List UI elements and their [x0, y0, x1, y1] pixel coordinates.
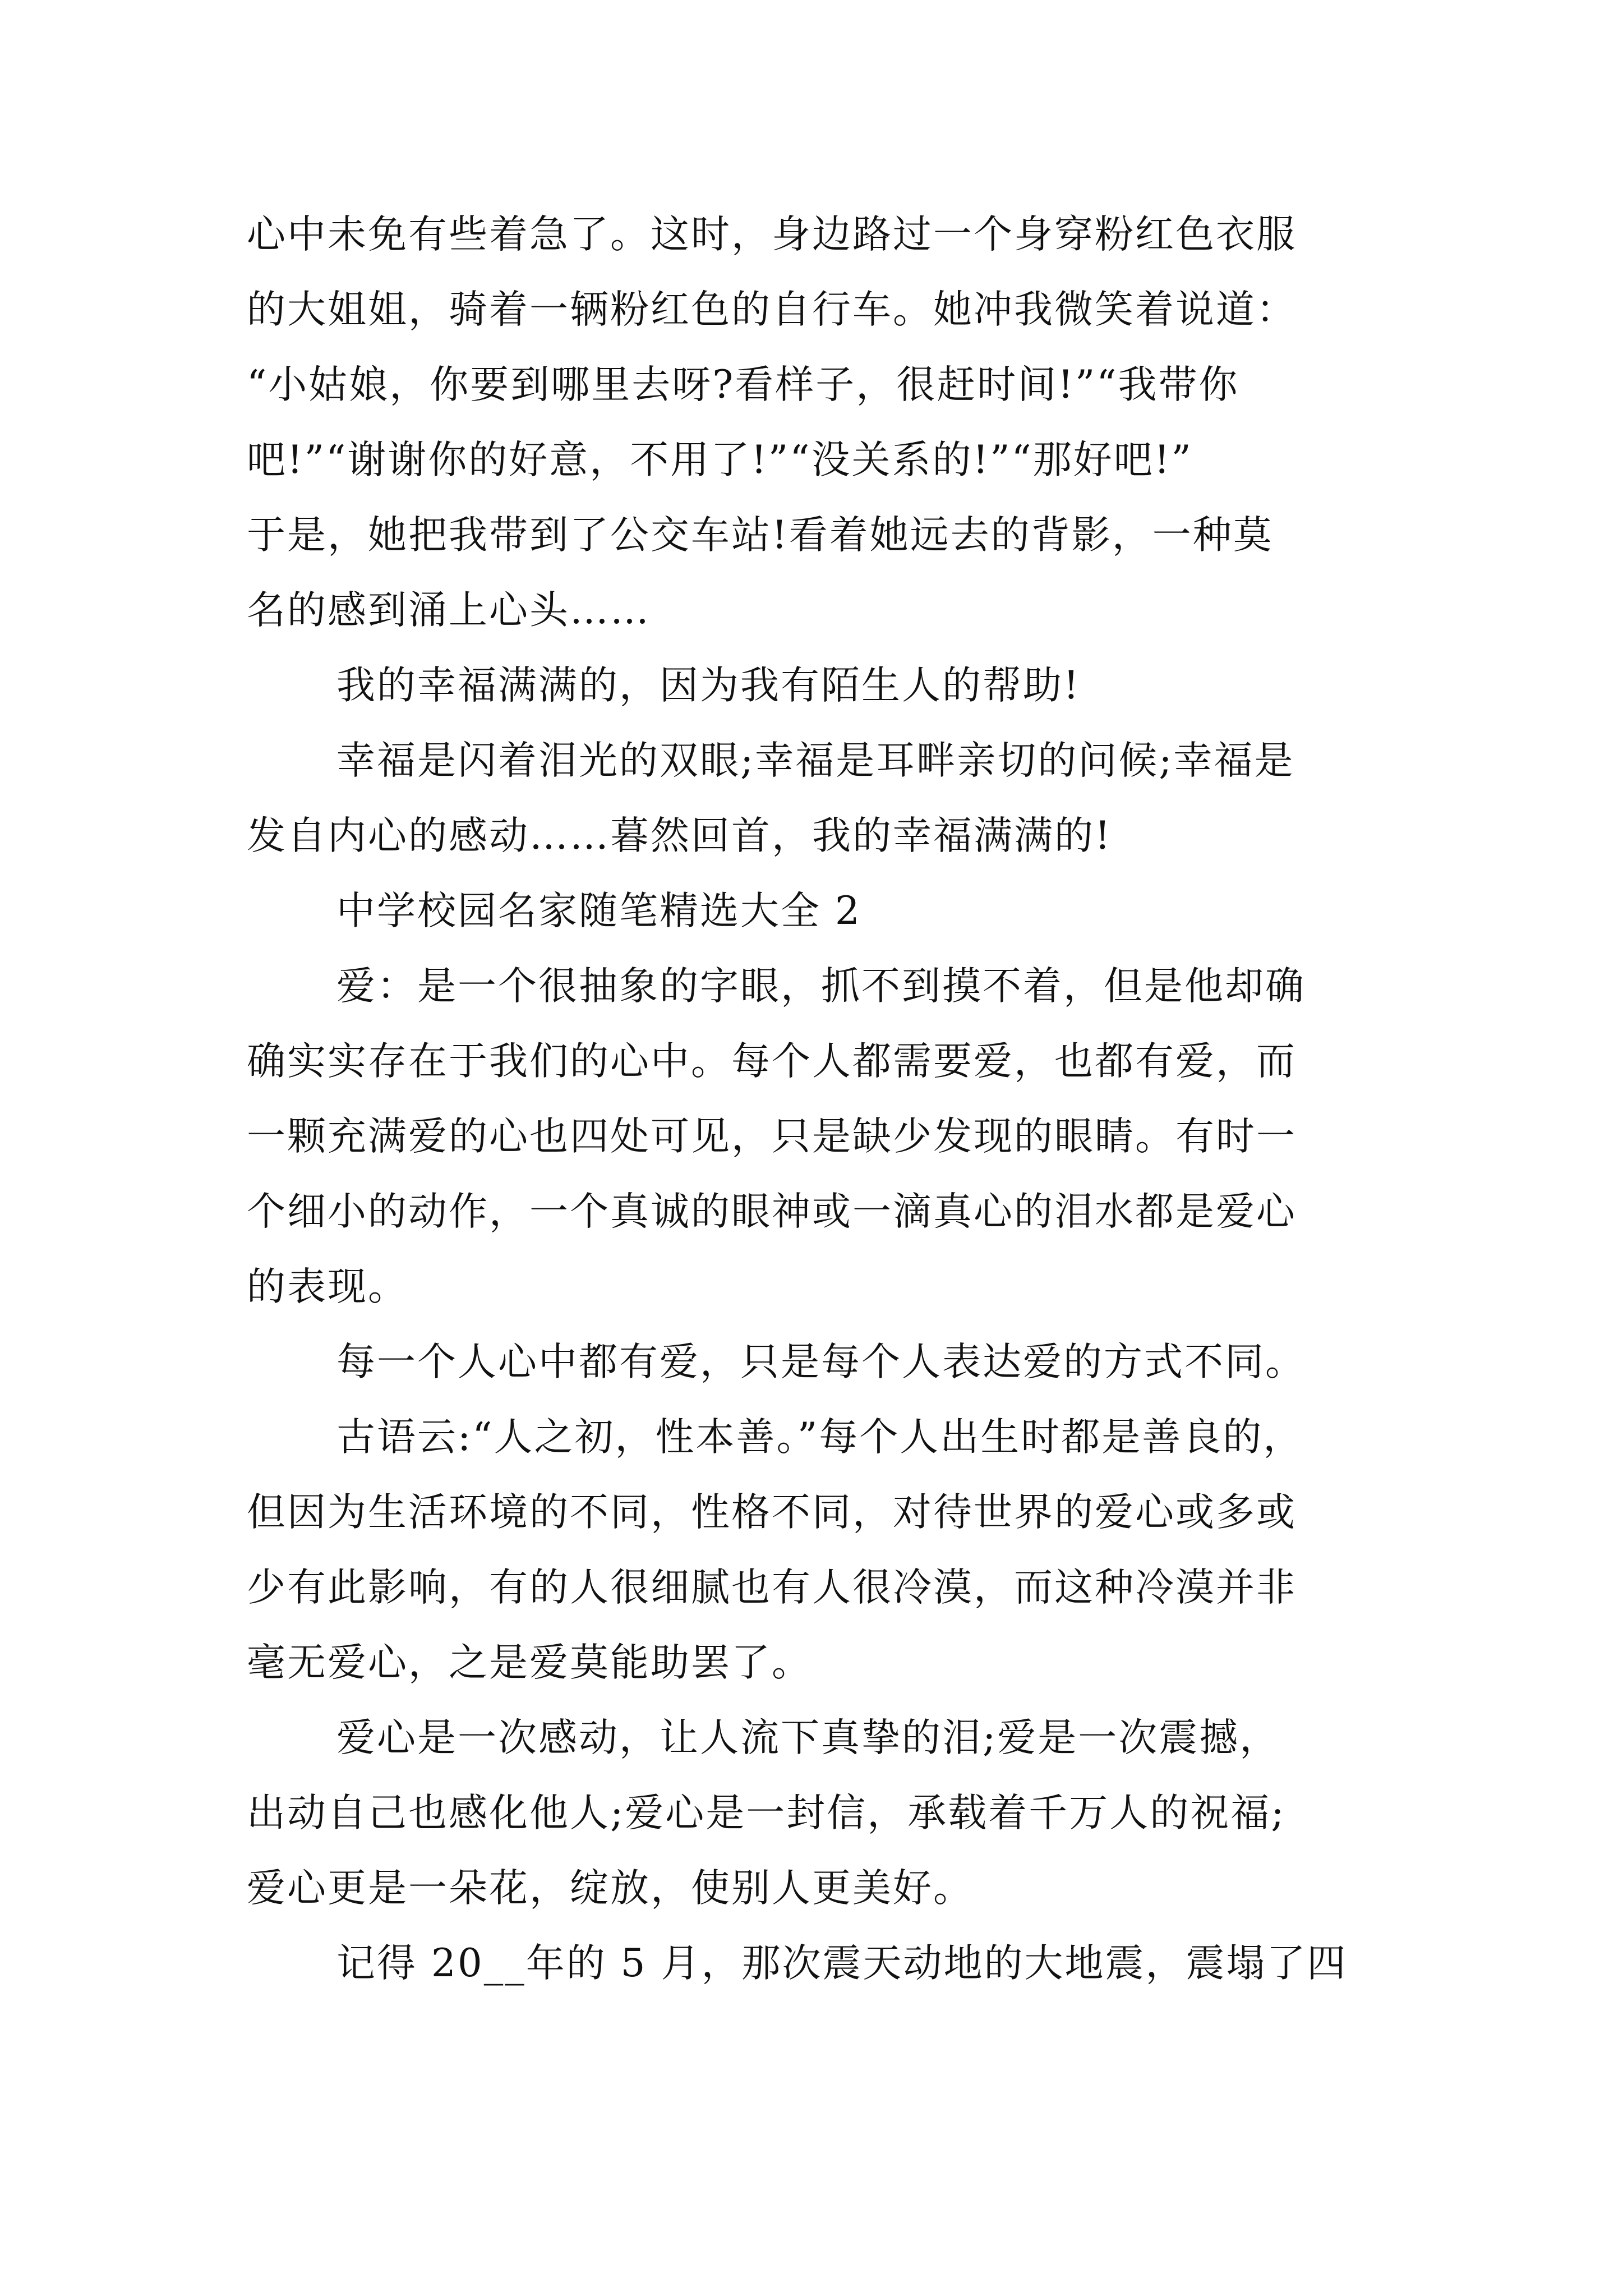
text-line: 确实实存在于我们的心中。每个人都需要爱，也都有爱，而: [247, 1039, 1297, 1084]
text-line: 吧!”“谢谢你的好意，不用了!”“没关系的!”“那好吧!”: [247, 438, 1193, 482]
text-line: 毫无爱心，之是爱莫能助罢了。: [247, 1640, 812, 1685]
section-heading: 中学校园名家随笔精选大全 2: [336, 889, 861, 933]
text-line: 发自内心的感动……暮然回首，我的幸福满满的!: [247, 813, 1112, 858]
paragraph-line: 幸福是闪着泪光的双眼;幸福是耳畔亲切的问候;幸福是: [336, 738, 1295, 783]
paragraph-line: 爱：是一个很抽象的字眼，抓不到摸不着，但是他却确: [336, 964, 1306, 1009]
paragraph-line: 每一个人心中都有爱，只是每个人表达爱的方式不同。: [336, 1340, 1306, 1384]
text-line: 个细小的动作，一个真诚的眼神或一滴真心的泪水都是爱心: [247, 1189, 1297, 1234]
paragraph-line: 古语云:“人之初，性本善。”每个人出生时都是善良的，: [336, 1415, 1304, 1460]
text-line: 于是，她把我带到了公交车站!看着她远去的背影，一种莫: [247, 513, 1274, 558]
text-line: 但因为生活环境的不同，性格不同，对待世界的爱心或多或: [247, 1490, 1297, 1535]
paragraph-line: 记得 20__年的 5 月，那次震天动地的大地震，震塌了四: [336, 1941, 1348, 1986]
paragraph-line: 我的幸福满满的，因为我有陌生人的帮助!: [336, 663, 1081, 708]
text-line: 心中未免有些着急了。这时，身边路过一个身穿粉红色衣服: [247, 212, 1297, 257]
text-line: 少有此影响，有的人很细腻也有人很冷漠，而这种冷漠并非: [247, 1565, 1297, 1610]
text-line: 一颗充满爱的心也四处可见，只是缺少发现的眼睛。有时一: [247, 1114, 1297, 1159]
text-line: 的表现。: [247, 1264, 408, 1309]
text-line: “小姑娘，你要到哪里去呀?看样子，很赶时间!”“我带你: [247, 362, 1239, 407]
text-line: 爱心更是一朵花，绽放，使别人更美好。: [247, 1866, 974, 1911]
text-line: 的大姐姐，骑着一辆粉红色的自行车。她冲我微笑着说道：: [247, 287, 1297, 332]
text-line: 名的感到涌上心头……: [247, 588, 651, 633]
text-line: 出动自己也感化他人;爱心是一封信，承载着千万人的祝福;: [247, 1791, 1286, 1835]
paragraph-line: 爱心是一次感动，让人流下真挚的泪;爱是一次震撼，: [336, 1715, 1280, 1760]
